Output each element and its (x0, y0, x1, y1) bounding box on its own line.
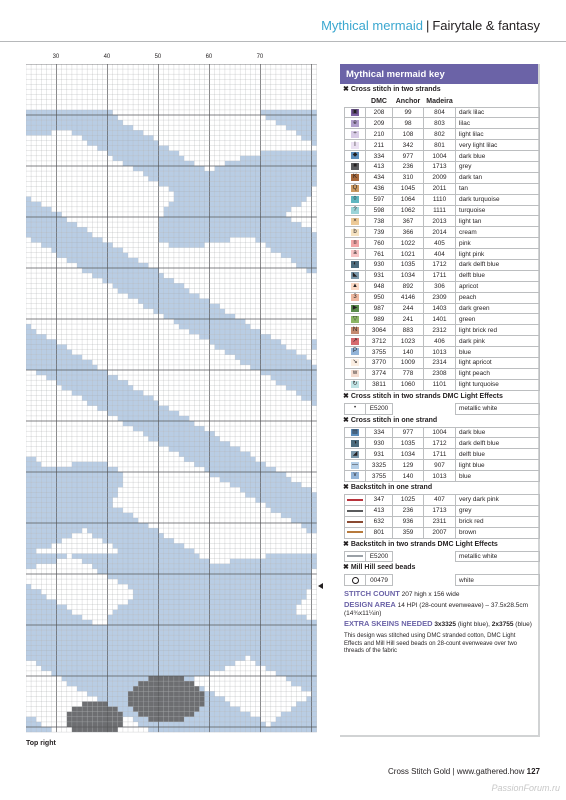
thread-swatch-icon: I (351, 142, 359, 149)
key-table (344, 494, 540, 539)
thread-swatch-icon: ¤ (351, 240, 359, 247)
thread-swatch-icon: v (351, 472, 359, 479)
cross-icon: ✖ (343, 392, 351, 400)
key-row: ◑ 930 1035 1712 dark delft blue (345, 438, 540, 449)
thread-swatch-icon: ÷ (351, 131, 359, 138)
key-row: ◊ 597 1064 1110 dark turquoise (345, 194, 540, 205)
key-row: I 211 342 801 very light lilac (345, 140, 540, 151)
key-row: N 3064 883 2312 light brick red (345, 325, 540, 336)
key-row: ▣ 208 99 804 dark lilac (345, 107, 540, 118)
centre-arrow-icon (318, 583, 323, 589)
seed-bead-icon (352, 577, 359, 584)
key-row: ? 598 1062 1111 turquoise (345, 205, 540, 216)
backstitch-line-icon (347, 521, 363, 523)
key-section-heading: ✖ Backstitch in two strands DMC Light Effects (343, 540, 498, 548)
thread-swatch-icon: b (351, 229, 359, 236)
thread-swatch-icon: × (351, 218, 359, 225)
key-row: ▶ 987 244 1403 dark green (345, 303, 540, 314)
chart-grid (26, 64, 320, 737)
stitch-count: STITCH COUNT 207 high x 156 wide (344, 589, 460, 599)
thread-swatch-icon: e (351, 120, 359, 127)
key-row: ↗ 3712 1023 406 dark pink (345, 336, 540, 347)
key-section-heading: ✖ Cross stitch in one strand (343, 416, 438, 424)
key-table (344, 403, 540, 415)
key-row: Q 436 1045 2011 tan (345, 183, 540, 194)
thread-swatch-icon: w (352, 370, 358, 377)
key-section-heading: ✖ Cross stitch in two strands (343, 86, 441, 93)
key-table (344, 96, 540, 391)
key-row: ◣ 931 1034 1711 delft blue (345, 270, 540, 281)
page-header (321, 18, 540, 33)
key-title: Mythical mermaid key (340, 64, 538, 84)
column-number-label: 70 (256, 54, 264, 60)
key-table (344, 551, 540, 563)
thread-swatch-icon: ◢ (352, 450, 358, 457)
key-row: ↘ 3770 1009 2314 light apricot (345, 357, 540, 368)
thread-swatch-icon: ▣ (352, 108, 358, 115)
header-rule (0, 41, 566, 42)
key-row: — 3325 129 907 light blue (345, 460, 540, 471)
key-row: 801 359 2007 brown (345, 527, 540, 538)
pattern-info (340, 586, 538, 629)
extra-skeins: EXTRA SKEINS NEEDED 3x3325 (light blue), 2x3755 (blue) (344, 619, 532, 629)
pattern-chart (26, 64, 320, 737)
key-table (344, 427, 540, 482)
key-row: 3 950 4146 2309 peach (345, 292, 540, 303)
thread-swatch-icon: ↘ (352, 359, 358, 366)
thread-swatch-icon: Q (352, 185, 358, 192)
key-row: × 738 367 2013 light tan (345, 216, 540, 227)
key-row: ▤ 334 977 1004 dark blue (345, 427, 540, 438)
cross-icon: ✖ (343, 540, 351, 548)
thread-swatch-icon: ◐ (351, 261, 359, 268)
thread-swatch-icon: a (351, 250, 359, 257)
magazine-name: Cross Stitch Gold (388, 767, 451, 776)
key-row: ◢ 931 1034 1711 delft blue (345, 449, 540, 460)
key-row: 347 1025 407 very dark pink (345, 495, 540, 506)
column-number-label: 60 (205, 54, 213, 60)
key-row: ■ 413 236 1713 grey (345, 161, 540, 172)
key-section-heading: ✖ Cross stitch in two strands DMC Light Effects (343, 392, 503, 400)
key-row: ¤ 760 1022 405 pink (345, 238, 540, 249)
key-section-heading: ✖ Backstitch in one strand (343, 484, 433, 491)
key-row: 413 236 1713 grey (345, 505, 540, 516)
key-row: b 739 366 2014 cream (345, 227, 540, 238)
thread-swatch-icon: ? (351, 207, 359, 214)
cross-icon: ✖ (343, 484, 351, 491)
backstitch-line-icon (347, 555, 363, 557)
backstitch-line-icon (347, 510, 363, 512)
key-row: 632 936 2311 brick red (345, 516, 540, 527)
key-row: ▲ 948 892 306 apricot (345, 281, 540, 292)
footer-separator: | (452, 767, 455, 776)
cross-icon: ✖ (343, 86, 351, 93)
key-row: K 434 310 2009 dark tan (345, 172, 540, 183)
thread-swatch-icon: ▶ (352, 304, 358, 311)
column-number-label: 50 (154, 54, 162, 60)
thread-swatch-icon: ■ (351, 163, 359, 170)
key-section-heading: ✖ Mill Hill seed beads (343, 564, 416, 572)
backstitch-line-icon (347, 499, 363, 501)
key-body (340, 84, 538, 586)
thread-swatch-icon: K (352, 174, 357, 181)
footer-url: www.gathered.how (456, 767, 525, 776)
thread-swatch-icon: ◑ (351, 440, 359, 447)
thread-swatch-icon: ◣ (352, 272, 358, 279)
key-row: ÷ 210 108 802 light lilac (345, 129, 540, 140)
thread-swatch-icon: N (352, 326, 358, 333)
category-label: Fairytale & fantasy (432, 18, 540, 33)
key-row: 00479 white (345, 575, 540, 586)
key-row: ◐ 930 1035 1712 dark delft blue (345, 259, 540, 270)
thread-swatch-icon: P (352, 348, 357, 355)
watermark: PassionForum.ru (491, 783, 560, 793)
chart-caption: Top right (26, 740, 56, 747)
key-table (344, 574, 540, 586)
key-row: • E5200 metallic white (345, 403, 540, 414)
cross-icon: ✖ (343, 416, 351, 424)
page-footer (388, 767, 540, 776)
key-row: ▽ 989 241 1401 green (345, 314, 540, 325)
pattern-description: This design was stitched using DMC stranded cotton, DMC Light Effects and Mill Hill seed beads on 28-count evenweave over two threads of the fabric (344, 633, 517, 654)
thread-swatch-icon: ◆ (352, 152, 358, 159)
thread-swatch-icon: ↗ (352, 337, 358, 344)
thread-swatch-icon: 3 (351, 294, 359, 301)
key-row: E5200 metallic white (345, 551, 540, 562)
thread-swatch-icon: • (351, 405, 359, 412)
column-number-label: 40 (103, 54, 111, 60)
column-number-label: 30 (52, 54, 60, 60)
key-panel (340, 64, 540, 737)
thread-swatch-icon: ▽ (352, 315, 358, 322)
pattern-title: Mythical mermaid (321, 18, 423, 33)
thread-swatch-icon: ▲ (352, 283, 358, 290)
page-number: 127 (526, 767, 540, 776)
thread-swatch-icon: ↻ (352, 381, 358, 388)
backstitch-line-icon (347, 531, 363, 533)
key-row: a 761 1021 404 light pink (345, 249, 540, 260)
thread-swatch-icon: ◊ (351, 196, 359, 203)
thread-swatch-icon: ▤ (352, 428, 358, 435)
cross-icon: ✖ (343, 564, 351, 572)
thread-swatch-icon: — (352, 461, 358, 468)
header-separator: | (425, 18, 430, 33)
key-row: ◆ 334 977 1004 dark blue (345, 151, 540, 162)
key-row: P 3755 140 1013 blue (345, 347, 540, 358)
design-area: DESIGN AREA 14 HPI (28-count evenweave) – 37.5x28.5cm (14¾x11¼in) (344, 600, 529, 618)
key-row: w 3774 778 2308 light peach (345, 368, 540, 379)
key-row: e 209 98 803 lilac (345, 118, 540, 129)
key-row: v 3755 140 1013 blue (345, 471, 540, 482)
key-row: ↻ 3811 1060 1101 light turquoise (345, 379, 540, 390)
key-header-row: DMC Anchor Madeira (371, 97, 453, 105)
